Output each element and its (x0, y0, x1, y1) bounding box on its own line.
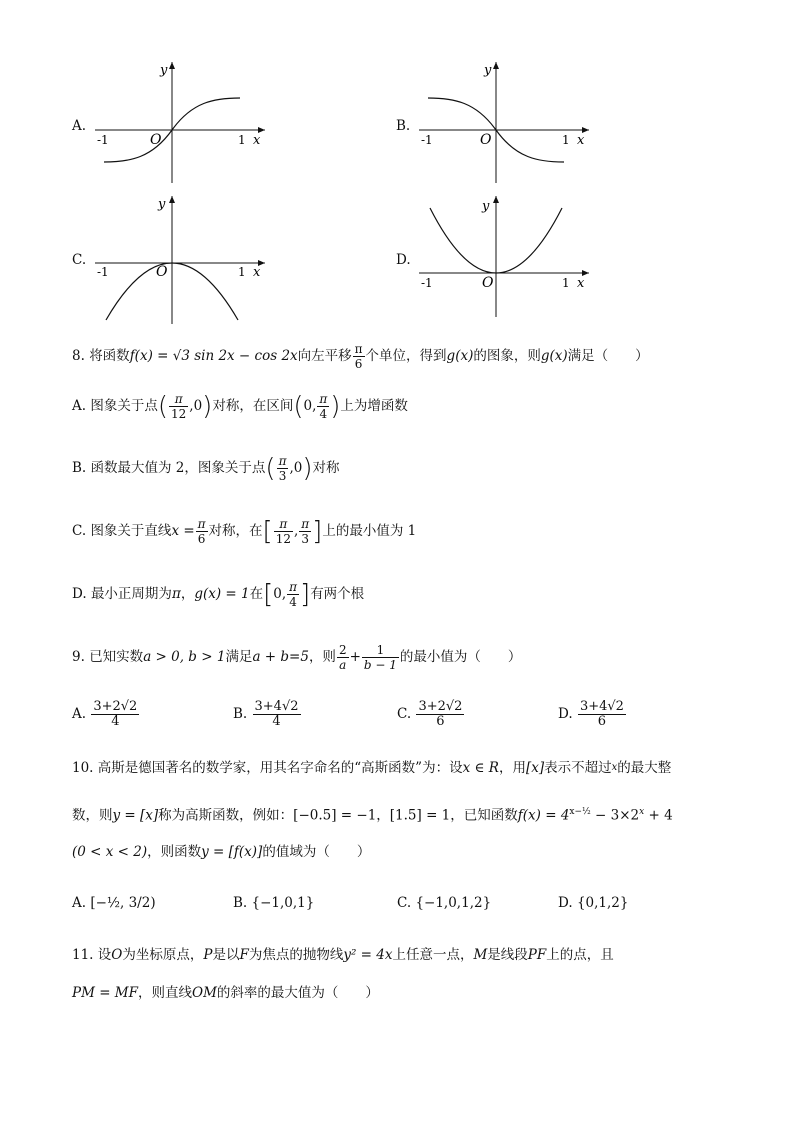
graph-d (414, 192, 594, 322)
q9-stem: 9. 已知实数a > 0, b > 1满足a + b=5，则 $\frac{2}{a}$ + $\frac{1}{b - 1}$ 的最小值为（ ） (72, 643, 522, 672)
y-axis-arrow (169, 196, 175, 203)
graph-c (90, 192, 270, 327)
graph-b-label: B. (396, 118, 411, 134)
q10-line-2: 数，则y = [x]称为高斯函数，例如：[−0.5] = −1，[1.5] = 1，已知函数$f(x) = 4^{x-\frac{1}{2}} - 3\times 2^x + 4$ (72, 807, 673, 824)
q10-number: 10. (72, 760, 94, 776)
y-axis-arrow (169, 62, 175, 69)
q9-option-c: C. $\frac{3+2√2}{6}$ (397, 699, 463, 729)
q10-line-3: (0 < x < 2)，则函数y = [f(x)]的值域为（ ） (72, 844, 371, 860)
q8-text: 的图象，则 (473, 348, 541, 364)
q8-shift-fraction: $\frac{\pi}{6}$ (354, 342, 363, 371)
tick-neg-one: -1 (97, 133, 109, 147)
q11-line-2: PM = MF，则直线OM的斜率的最大值为（ ） (72, 985, 379, 1001)
q11-line-1: 11. 设O为坐标原点，P是以F为焦点的抛物线y² = 4x上任意一点，M是线段PF上的点，且 (72, 947, 614, 963)
q11-number: 11. (72, 947, 94, 963)
q10-line-1: 10. 高斯是德国著名的数学家，用其名字命名的“高斯函数”为：设x ∈ R，用[x]表示不超过$^x$的最大整 (72, 760, 672, 776)
origin-label: O (150, 132, 162, 148)
graph-d-label: D. (396, 252, 411, 268)
q10-option-d: D. {0,1,2} (558, 895, 629, 911)
x-axis-label: x (253, 265, 261, 280)
graph-b (414, 58, 594, 188)
q8-option-a: A. 图象关于点( $\frac{\pi}{12}$ ,0)对称，在区间(0, $\frac{\pi}{4}$ )上为增函数 (72, 391, 408, 422)
y-axis-label: y (158, 197, 166, 212)
q9-number: 9. (72, 649, 85, 665)
tick-one: 1 (562, 276, 570, 290)
x-axis-label: x (577, 133, 585, 148)
y-axis-label: y (160, 63, 168, 78)
origin-label: O (482, 275, 494, 291)
tick-one: 1 (562, 133, 570, 147)
q9-option-d: D. $\frac{3+4√2}{6}$ (558, 699, 624, 729)
y-axis-label: y (482, 199, 490, 214)
q10-option-a: A. [−½, 3/2) (72, 895, 156, 911)
q8-text: 满足（ ） (567, 348, 649, 364)
q8-text: 个单位，得到 (365, 348, 447, 364)
q8-function: f(x) = √3 sin 2x − cos 2x (129, 348, 298, 364)
y-axis-arrow (493, 62, 499, 69)
q8-gx: g(x) (446, 348, 474, 364)
q10-option-b: B. {−1,0,1} (233, 895, 315, 911)
q8-gx: g(x) (540, 348, 568, 364)
graph-a-label: A. (72, 118, 87, 134)
q8-option-d: D. 最小正周期为π，g(x) = 1在[0, $\frac{\pi}{4}$ ]有两个根 (72, 579, 365, 610)
q9-option-a: A. $\frac{3+2√2}{4}$ (72, 699, 138, 729)
tick-neg-one: -1 (421, 133, 433, 147)
q8-number: 8. (72, 348, 85, 364)
tick-one: 1 (238, 265, 246, 279)
q8-text: 将函数 (89, 348, 130, 364)
y-axis-arrow (493, 196, 499, 203)
x-axis-label: x (253, 133, 261, 148)
q10-option-c: C. {−1,0,1,2} (397, 895, 492, 911)
x-axis-label: x (577, 276, 585, 291)
tick-neg-one: -1 (97, 265, 109, 279)
graph-c-label: C. (72, 252, 87, 268)
graph-a (90, 58, 270, 188)
q8-text: 向左平移 (297, 348, 352, 364)
tick-one: 1 (238, 133, 246, 147)
q8-option-b: B. 函数最大值为 2，图象关于点( $\frac{\pi}{3}$ ,0)对称 (72, 453, 340, 484)
origin-label: O (156, 264, 168, 280)
origin-label: O (480, 132, 492, 148)
q9-option-b: B. $\frac{3+4√2}{4}$ (233, 699, 299, 729)
q8-stem (72, 342, 649, 371)
q8-option-c: C. 图象关于直线x = $\frac{\pi}{6}$ 对称，在[ $\frac{\pi}{12}$ , $\frac{\pi}{3}$ ]上的最小值为 1 (72, 516, 417, 547)
tick-neg-one: -1 (421, 276, 433, 290)
y-axis-label: y (484, 63, 492, 78)
